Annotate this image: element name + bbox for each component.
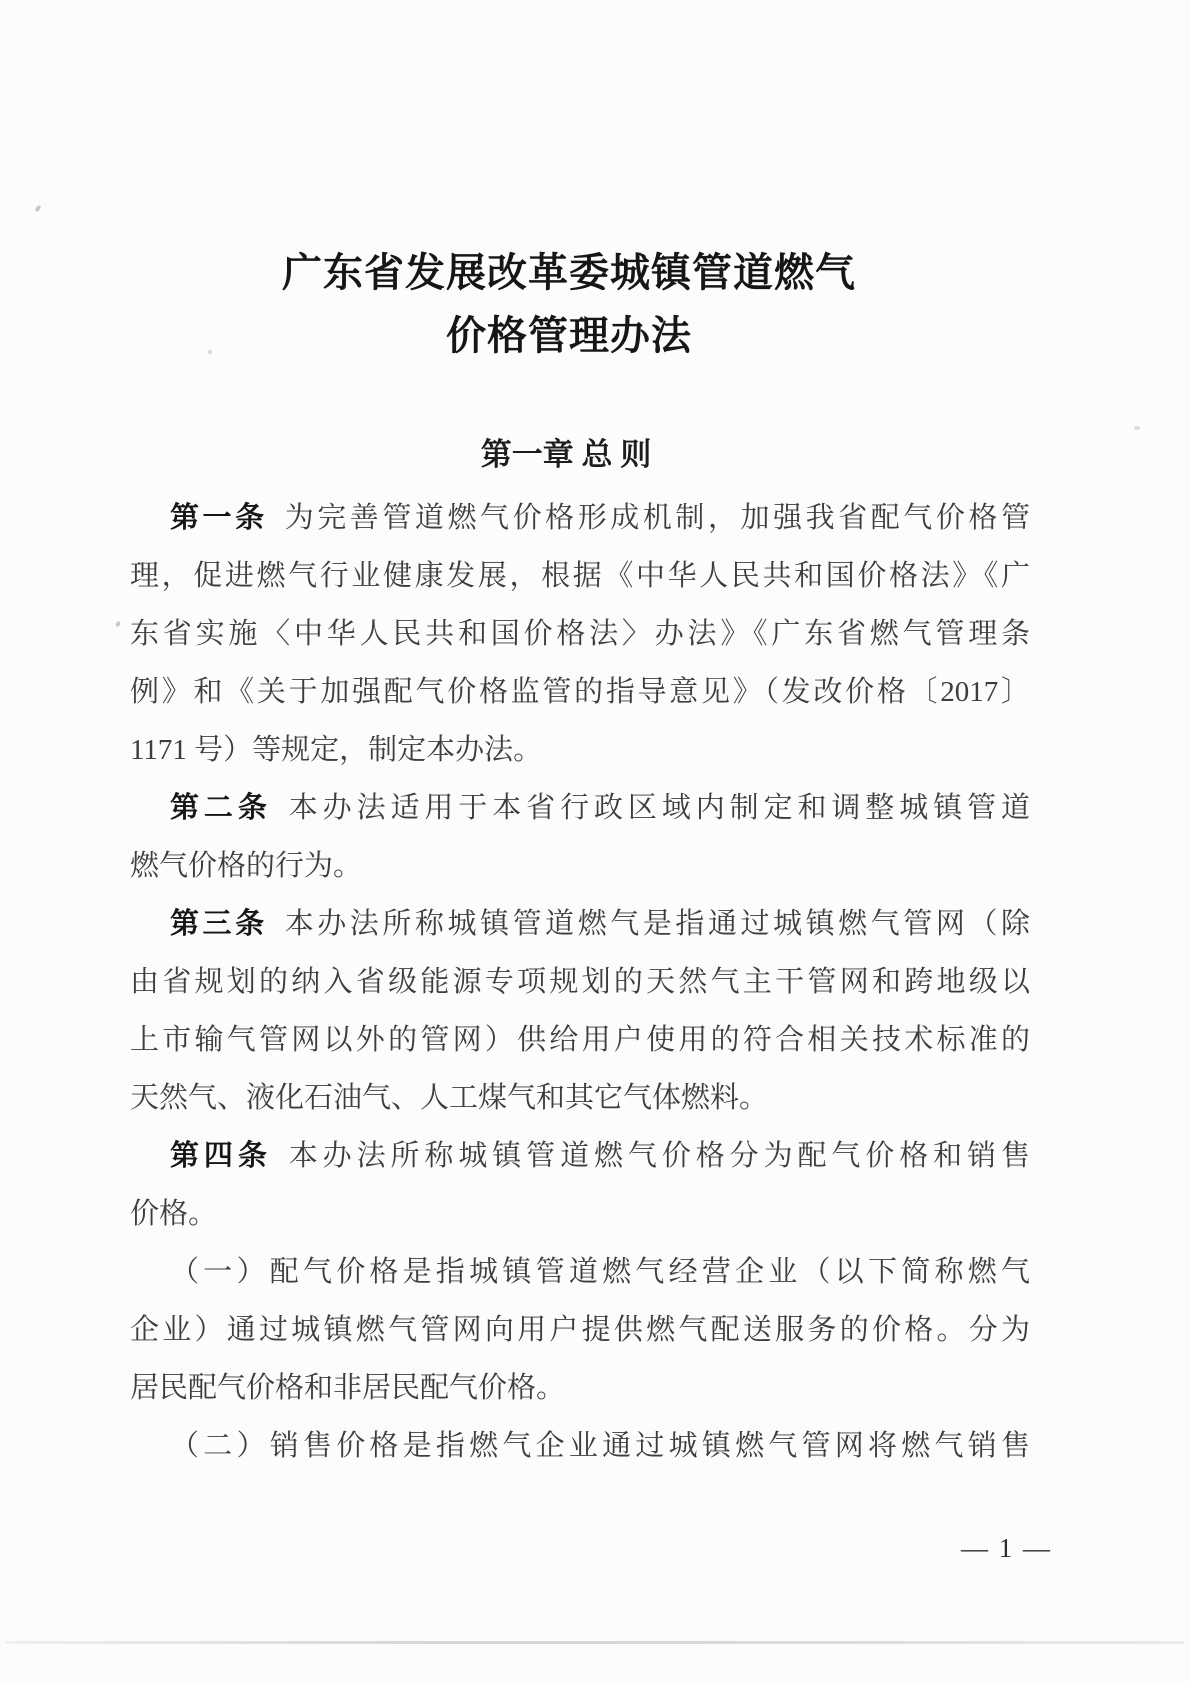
body-line: （二）销售价格是指燃气企业通过城镇燃气管网将燃气销售 [170,1430,1030,1462]
body-line: 企业）通过城镇燃气管网向用户提供燃气配送服务的价格。分为 [130,1314,1030,1346]
scan-speck [1134,426,1140,430]
article-number: 第一条 [170,502,268,534]
scan-speck [34,205,41,213]
document-body [130,489,1030,1475]
chapter-heading: 第一章 总 则 [480,437,652,472]
body-line: 居民配气价格和非居民配气价格。 [130,1372,566,1404]
body-line: 燃气价格的行为。 [130,850,363,882]
body-line: 由省规划的纳入省级能源专项规划的天然气主干管网和跨地级以 [130,966,1030,998]
title-line-2: 价格管理办法 [446,313,692,358]
article-number: 第四条 [170,1140,272,1172]
body-line: 1171 号）等规定，制定本办法。 [130,734,543,766]
page-number: — 1 — [961,1533,1052,1563]
line-text: 本办法适用于本省行政区域内制定和调整城镇管道 [288,792,1030,824]
body-line [130,779,1030,837]
body-line: 天然气、液化石油气、人工煤气和其它气体燃料。 [130,1082,769,1114]
document-title [119,241,1019,367]
body-line [130,489,1030,547]
body-line: 东省实施〈中华人民共和国价格法〉办法》《广东省燃气管理条 [130,618,1030,650]
body-line: 理，促进燃气行业健康发展，根据《中华人民共和国价格法》《广 [130,560,1030,592]
body-line: 上市输气管网以外的管网）供给用户使用的符合相关技术标准的 [130,1024,1030,1056]
body-line: 价格。 [130,1198,218,1230]
line-text: 本办法所称城镇管道燃气是指通过城镇燃气管网（除 [284,908,1030,940]
body-line [130,1127,1030,1185]
body-line: 例》和《关于加强配气价格监管的指导意见》（发改价格〔2017〕 [130,676,1030,708]
line-text: 本办法所称城镇管道燃气价格分为配气价格和销售 [288,1140,1030,1172]
scan-speck [115,620,121,627]
body-line: （一）配气价格是指城镇管道燃气经营企业（以下简称燃气 [170,1256,1030,1288]
scan-fold-line [6,1641,1184,1644]
body-line [130,895,1030,953]
line-text: 为完善管道燃气价格形成机制，加强我省配气价格管 [284,502,1030,534]
scan-speck [208,350,212,354]
article-number: 第二条 [170,792,272,824]
article-number: 第三条 [170,908,268,940]
title-line-1: 广东省发展改革委城镇管道燃气 [282,250,856,295]
